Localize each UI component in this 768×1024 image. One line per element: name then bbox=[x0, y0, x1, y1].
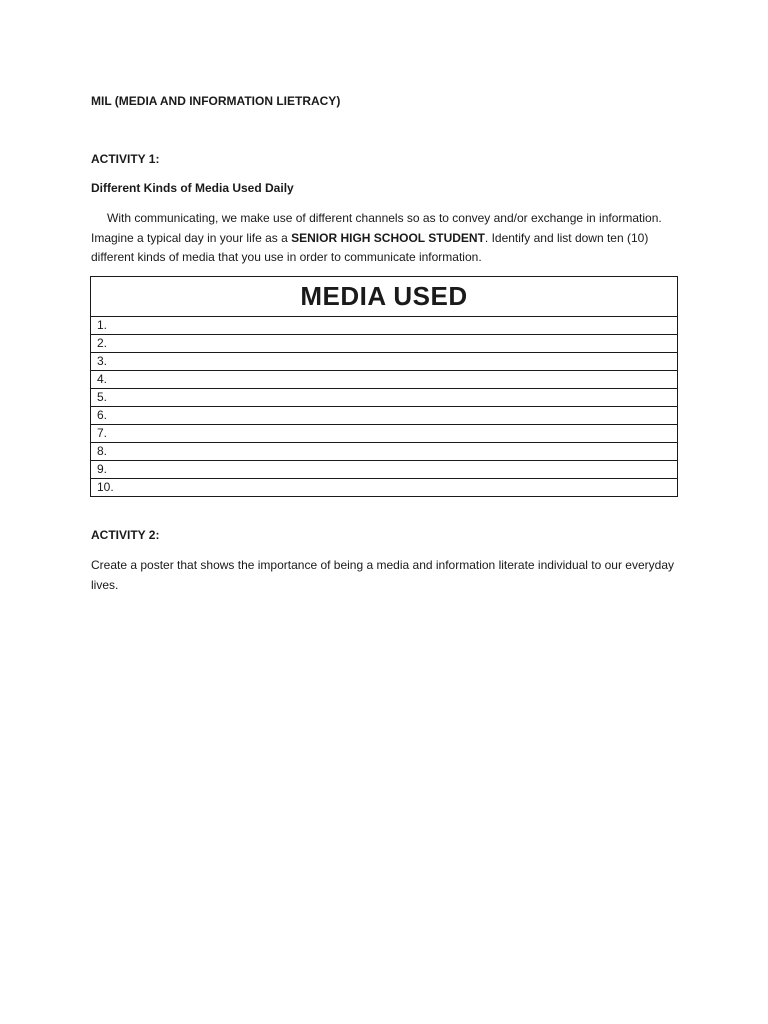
instructions-text-part1: With communicating, we make use of different channels so as to convey and/or exchange in information. Imagine a typical day in your life as a bbox=[91, 211, 662, 245]
activity1-subheading: Different Kinds of Media Used Daily bbox=[91, 181, 294, 195]
activity1-heading: ACTIVITY 1: bbox=[91, 152, 160, 166]
table-cell-8[interactable]: 8. bbox=[91, 443, 678, 461]
table-cell-1[interactable]: 1. bbox=[91, 317, 678, 335]
table-cell-2[interactable]: 2. bbox=[91, 335, 678, 353]
media-used-table bbox=[90, 276, 678, 497]
table-row bbox=[91, 389, 678, 407]
table-header-row bbox=[91, 277, 678, 317]
table-cell-7[interactable]: 7. bbox=[91, 425, 678, 443]
table-row bbox=[91, 407, 678, 425]
table-row bbox=[91, 353, 678, 371]
table-cell-4[interactable]: 4. bbox=[91, 371, 678, 389]
table-cell-3[interactable]: 3. bbox=[91, 353, 678, 371]
table-cell-9[interactable]: 9. bbox=[91, 461, 678, 479]
table-row bbox=[91, 317, 678, 335]
table-row bbox=[91, 425, 678, 443]
instructions-text-part2: . Identify and list down ten (10) different kinds of media that you use in order to communicate information. bbox=[91, 230, 649, 264]
table-cell-5[interactable]: 5. bbox=[91, 389, 678, 407]
table-header: MEDIA USED bbox=[91, 277, 678, 317]
activity1-instructions bbox=[91, 209, 681, 268]
document-title: MIL (MEDIA AND INFORMATION LIETRACY) bbox=[91, 94, 341, 108]
table-row bbox=[91, 479, 678, 497]
activity2-instructions: Create a poster that shows the importance of being a media and information literate individual to our everyday lives. bbox=[91, 558, 674, 592]
table-row bbox=[91, 443, 678, 461]
instructions-text-bold: SENIOR HIGH SCHOOL STUDENT bbox=[291, 230, 485, 245]
table-row bbox=[91, 335, 678, 353]
table-row bbox=[91, 371, 678, 389]
activity2-heading: ACTIVITY 2: bbox=[91, 528, 160, 542]
table-cell-10[interactable]: 10. bbox=[91, 479, 678, 497]
table-cell-6[interactable]: 6. bbox=[91, 407, 678, 425]
table-row bbox=[91, 461, 678, 479]
